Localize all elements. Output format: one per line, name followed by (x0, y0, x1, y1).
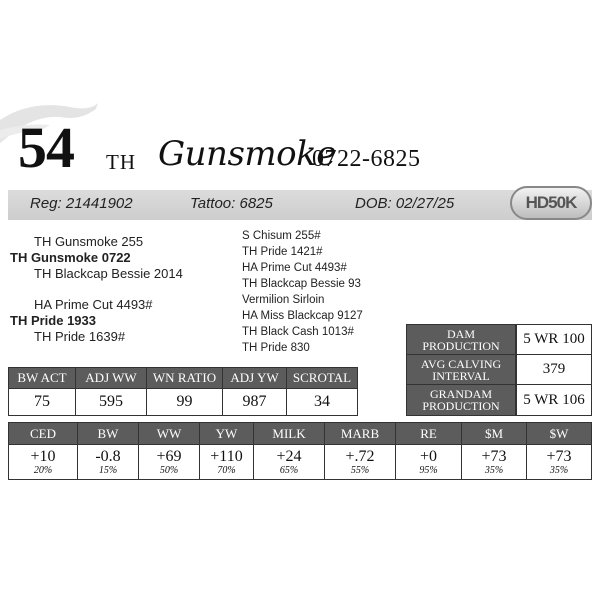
ext-pedigree-6: HA Miss Blackcap 9127 (242, 310, 363, 322)
epd-cell-ced (9, 445, 77, 479)
epd-header-ww: WW (139, 423, 199, 444)
ext-pedigree-3: HA Prime Cut 4493# (242, 262, 347, 274)
performance-header-adj-yw: ADJ YW (223, 368, 286, 388)
dam-production-value: 5 WR 100 (517, 325, 591, 354)
epd-cell-m-dollar (462, 445, 526, 479)
epd-header-w-dollar: $W (527, 423, 591, 444)
ext-pedigree-7: TH Black Cash 1013# (242, 326, 354, 338)
epd-accuracy-ced: 20% (33, 465, 53, 476)
performance-table (8, 367, 358, 416)
epd-header-marb: MARB (325, 423, 395, 444)
epd-header-re: RE (396, 423, 461, 444)
hd50k-badge: HD50K (510, 186, 592, 220)
epd-cell-w-dollar (527, 445, 591, 479)
avg-calving-interval-value: 379 (517, 355, 591, 384)
ext-pedigree-2: TH Pride 1421# (242, 246, 323, 258)
ext-pedigree-1: S Chisum 255# (242, 230, 321, 242)
title-prefix: TH (106, 150, 136, 174)
performance-value-wn-ratio: 99 (147, 389, 222, 415)
performance-header-adj-ww: ADJ WW (76, 368, 146, 388)
epd-accuracy-re: 95% (419, 465, 438, 476)
sire-dam: TH Blackcap Bessie 2014 (34, 266, 183, 281)
epd-value-ced: +10 (30, 448, 56, 465)
epd-header-m-dollar: $M (462, 423, 526, 444)
performance-value-bw-act: 75 (9, 389, 75, 415)
epd-accuracy-m-dollar: 35% (484, 465, 504, 476)
epd-value-milk: +24 (276, 448, 302, 465)
epd-accuracy-w-dollar: 35% (549, 465, 569, 476)
epd-cell-marb (325, 445, 395, 479)
epd-header-ced: CED (9, 423, 77, 444)
performance-header-bw-act: BW ACT (9, 368, 75, 388)
epd-value-marb: +.72 (345, 448, 375, 465)
performance-value-adj-ww: 595 (76, 389, 146, 415)
epd-value-re: +0 (419, 448, 438, 465)
epd-accuracy-yw: 70% (217, 465, 236, 476)
performance-header-wn-ratio: WN RATIO (147, 368, 222, 388)
epd-value-ww: +69 (156, 448, 182, 465)
epd-value-m-dollar: +73 (481, 448, 507, 465)
epd-cell-milk (254, 445, 324, 479)
epd-cell-yw (200, 445, 253, 479)
ext-pedigree-5: Vermilion Sirloin (242, 294, 325, 306)
dam-sire: HA Prime Cut 4493# (34, 297, 153, 312)
performance-header-scrotal: SCROTAL (287, 368, 357, 388)
epd-accuracy-ww: 50% (159, 465, 179, 476)
epd-accuracy-bw: 15% (98, 465, 118, 476)
avg-calving-interval-label: AVG CALVING INTERVAL (407, 355, 515, 384)
title-suffix: 0722-6825 (312, 146, 421, 172)
dam-production-label: DAM PRODUCTION (407, 325, 515, 354)
epd-value-w-dollar: +73 (546, 448, 572, 465)
dam-stats-table (406, 324, 592, 416)
epd-cell-bw (78, 445, 138, 479)
epd-header-milk: MILK (254, 423, 324, 444)
grandam-production-value: 5 WR 106 (517, 385, 591, 415)
dam: TH Pride 1933 (10, 313, 96, 328)
ext-pedigree-4: TH Blackcap Bessie 93 (242, 278, 361, 290)
epd-value-bw: -0.8 (95, 448, 121, 465)
registration-number: Reg: 21441902 (30, 195, 133, 212)
grandam-production-label: GRANDAM PRODUCTION (407, 385, 515, 415)
epd-accuracy-milk: 65% (279, 465, 299, 476)
date-of-birth: DOB: 02/27/25 (355, 195, 455, 212)
performance-value-adj-yw: 987 (223, 389, 286, 415)
tattoo: Tattoo: 6825 (190, 195, 273, 212)
dam-dam: TH Pride 1639# (34, 329, 126, 344)
epd-cell-ww (139, 445, 199, 479)
title-name: Gunsmoke (158, 134, 336, 174)
epd-cell-re (396, 445, 461, 479)
sire: TH Gunsmoke 0722 (10, 250, 131, 265)
epd-header-bw: BW (78, 423, 138, 444)
epd-table (8, 422, 592, 480)
performance-value-scrotal: 34 (287, 389, 357, 415)
epd-header-yw: YW (200, 423, 253, 444)
sire-sire: TH Gunsmoke 255 (34, 234, 144, 249)
epd-value-yw: +110 (210, 448, 243, 465)
lot-number: 54 (18, 115, 74, 180)
ext-pedigree-8: TH Pride 830 (242, 342, 310, 354)
epd-accuracy-marb: 55% (350, 465, 370, 476)
